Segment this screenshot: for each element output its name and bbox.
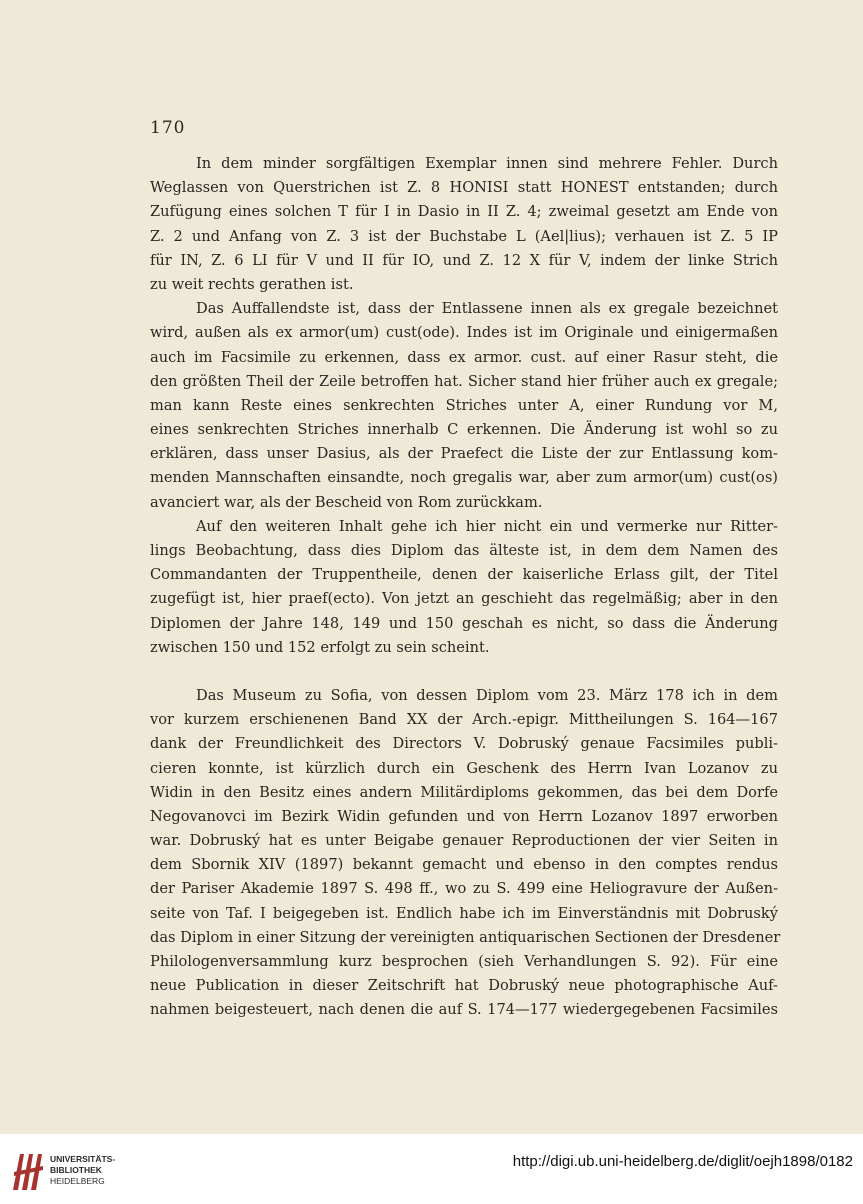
text-line: Diplomen der Jahre 148, 149 und 150 geschah es nicht, so dass die Änderung	[150, 614, 778, 632]
text-line: dem Sbornik XIV (1897) bekannt gemacht und ebenso in den comptes rendus	[150, 856, 778, 874]
logo-line: UNIVERSITÄTS-	[50, 1154, 116, 1164]
text-line: für IN, Z. 6 LI für V und II für IO, und Z. 12 X für V, indem der linke Strich	[150, 251, 778, 269]
paragraph-gap	[150, 660, 778, 684]
text-line: der Pariser Akademie 1897 S. 498 ff., wo zu S. 499 eine Heliogravure der Außen-	[150, 880, 778, 898]
text-line: Zufügung eines solchen T für I in Dasio in II Z. 4; zweimal gesetzt am Ende von	[150, 203, 778, 221]
text-line: Widin in den Besitz eines andern Militärdiploms gekommen, das bei dem Dorfe	[150, 783, 778, 801]
text-line: dank der Freundlichkeit des Directors V. Dobruský genaue Facsimiles publi-	[150, 735, 778, 753]
body-text	[150, 152, 781, 1023]
text-line: zugefügt ist, hier praef(ecto). Von jetzt an geschieht das regelmäßig; aber in den	[150, 590, 778, 608]
text-line: neue Publication in dieser Zeitschrift hat Dobruský neue photographische Auf-	[150, 977, 778, 995]
text-line: In dem minder sorgfältigen Exemplar innen sind mehrere Fehler. Durch	[196, 155, 778, 172]
text-line: nahmen beigesteuert, nach denen die auf S. 174—177 wiedergegebenen Facsimiles	[150, 1001, 778, 1019]
text-line: lings Beobachtung, dass dies Diplom das älteste ist, in dem dem Namen des	[150, 542, 778, 559]
text-line: Commandanten der Truppentheile, denen der kaiserliche Erlass gilt, der Titel	[150, 566, 778, 584]
text-line: Philologenversammlung kurz besprochen (sieh Verhandlungen S. 92). Für eine	[150, 953, 778, 970]
text-line: zwischen 150 und 152 erfolgt zu sein scheint.	[150, 638, 490, 656]
logo-line: BIBLIOTHEK	[50, 1165, 102, 1175]
text-line: Auf den weiteren Inhalt gehe ich hier nicht ein und vermerke nur Ritter-	[196, 517, 778, 535]
text-line: avanciert war, als der Bescheid von Rom zurückkam.	[150, 493, 543, 511]
text-line: eines senkrechten Striches innerhalb C erkennen. Die Änderung ist wohl so zu	[150, 421, 778, 439]
text-line: auch im Facsimile zu erkennen, dass ex armor. cust. auf einer Rasur steht, die	[150, 348, 778, 366]
source-url-link[interactable]: http://digi.ub.uni-heidelberg.de/diglit/oejh1898/0182	[512, 1153, 853, 1170]
library-seal-icon	[10, 1150, 46, 1192]
text-line: seite von Taf. I beigegeben ist. Endlich habe ich im Einverständnis mit Dobruský	[150, 904, 778, 922]
text-line: Z. 2 und Anfang von Z. 3 ist der Buchstabe L (Ael|lius); verhauen ist Z. 5 IP	[150, 227, 778, 245]
library-logo-text	[50, 1154, 115, 1187]
text-line: erklären, dass unser Dasius, als der Praefect die Liste der zur Entlassung kom-	[150, 445, 778, 463]
text-line: Weglassen von Querstrichen ist Z. 8 HONISI statt HONEST entstanden; durch	[150, 179, 778, 197]
page-number: 170	[150, 118, 186, 138]
text-line: cieren konnte, ist kürzlich durch ein Geschenk des Herrn Ivan Lozanov zu	[150, 759, 778, 777]
text-line: zu weit rechts gerathen ist.	[150, 275, 354, 293]
logo-line: HEIDELBERG	[50, 1176, 105, 1186]
text-line: Negovanovci im Bezirk Widin gefunden und von Herrn Lozanov 1897 erworben	[150, 807, 778, 825]
text-line: menden Mannschaften einsandte, noch gregalis war, aber zum armor(um) cust(os)	[150, 469, 778, 487]
text-line: das Diplom in einer Sitzung der vereinigten antiquarischen Sectionen der Dresdener	[150, 928, 781, 946]
text-line: wird, außen als ex armor(um) cust(ode). Indes ist im Originale und einigermaßen	[150, 324, 778, 342]
text-line: Das Museum zu Sofia, von dessen Diplom vom 23. März 178 ich in dem	[196, 686, 778, 704]
text-line: man kann Reste eines senkrechten Striches unter A, einer Rundung vor M,	[150, 396, 778, 414]
text-line: den größten Theil der Zeile betroffen hat. Sicher stand hier früher auch ex gregale;	[150, 372, 778, 390]
text-line: war. Dobruský hat es unter Beigabe genauer Reproductionen der vier Seiten in	[150, 832, 778, 850]
footer-bar	[0, 1134, 863, 1204]
text-line: Das Auffallendste ist, dass der Entlassene innen als ex gregale bezeichnet	[196, 300, 778, 318]
text-line: vor kurzem erschienenen Band XX der Arch.-epigr. Mittheilungen S. 164—167	[150, 711, 778, 729]
library-logo[interactable]	[10, 1150, 140, 1194]
